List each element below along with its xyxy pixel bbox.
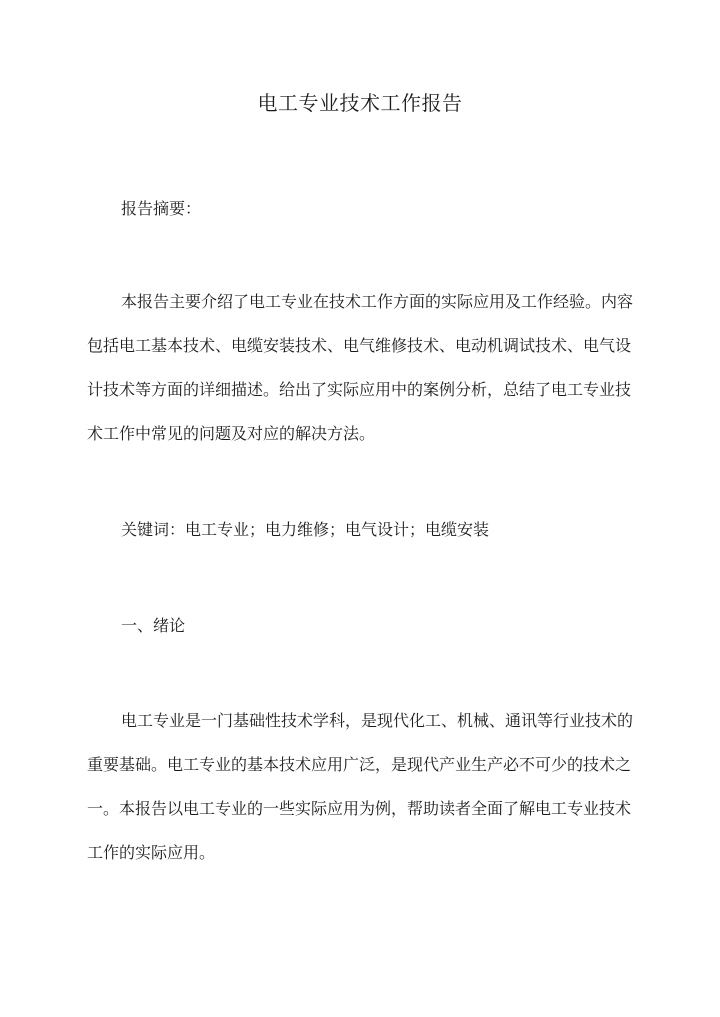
introduction-paragraph: 电工专业是一门基础性技术学科，是现代化工、机械、通讯等行业技术的重要基础。电工专业的基本技术应用广泛，是现代产业生产必不可少的技术之一。本报告以电工专业的一些实际应用为例，帮助读者全面了解电工专业技术工作的实际应用。 bbox=[87, 711, 634, 862]
abstract-paragraph: 本报告主要介绍了电工专业在技术工作方面的实际应用及工作经验。内容包括电工基本技术、电缆安装技术、电气维修技术、电动机调试技术、电气设计技术等方面的详细描述。给出了实际应用中的案例分析，总结了电工专业技术工作中常见的问题及对应的解决方法。 bbox=[87, 292, 634, 443]
document-title: 电工专业技术工作报告 bbox=[257, 91, 463, 115]
abstract-label: 报告摘要： bbox=[121, 199, 202, 218]
section-heading-introduction: 一、绪论 bbox=[121, 616, 186, 635]
keywords-line: 关键词：电工专业；电力维修；电气设计；电缆安装 bbox=[121, 520, 490, 539]
